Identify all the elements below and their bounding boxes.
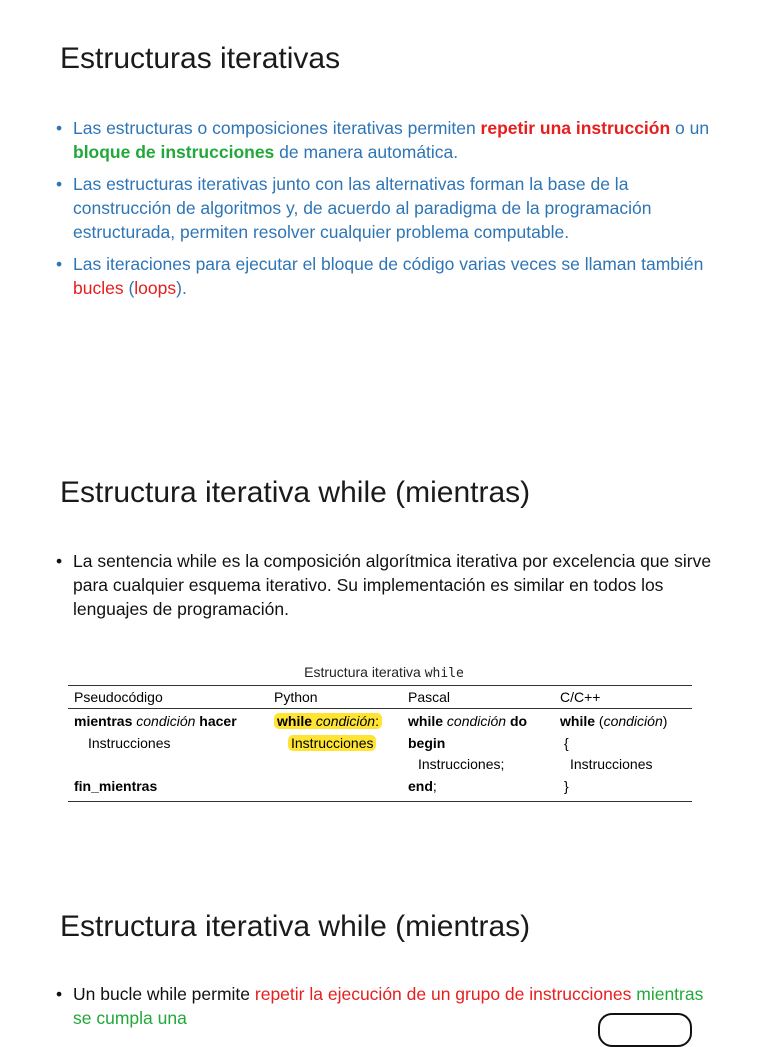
header-c: C/C++ (560, 689, 601, 705)
bullet-item (56, 252, 716, 300)
bullet-text-run: Las estructuras iterativas junto con las alternativas forman la base de la construcción de algoritmos y, de acuerdo al paradigma de la programación estructurada, permiten resolver cualquier problema computable. (73, 174, 652, 242)
bullet-text-run: ( (123, 278, 135, 298)
table-caption-text: Estructura iterativa (304, 664, 425, 680)
pascal-kw-while: while (408, 713, 444, 729)
table-caption (0, 664, 768, 681)
bullet-text-run: ). (176, 278, 187, 298)
slide1-title: Estructuras iterativas (60, 42, 341, 75)
pascal-instrucciones: Instrucciones; (418, 756, 505, 772)
bullet-dot: • (56, 551, 63, 571)
table-caption-code: while (424, 666, 464, 681)
python-instrucciones: Instrucciones (288, 735, 376, 751)
table-body-row (68, 709, 692, 801)
pascal-begin: begin (408, 734, 446, 751)
pseudo-kw-mientras: mientras (74, 713, 133, 729)
pseudo-kw-hacer: hacer (199, 713, 237, 729)
c-open-brace: { (564, 734, 569, 751)
bullet-text-run: de manera automática. (274, 142, 459, 162)
pseudo-instrucciones: Instrucciones (88, 734, 171, 751)
pascal-semicolon: ; (432, 777, 437, 794)
bullet-text-run: bucles (73, 278, 124, 298)
pseudo-cond: condición (136, 713, 196, 729)
python-colon: : (375, 713, 379, 729)
header-pascal: Pascal (408, 689, 451, 705)
bullet-text-run: Las estructuras o composiciones iterativas permiten (73, 118, 481, 138)
c-kw-while: while (560, 713, 596, 729)
cell-c (560, 711, 692, 797)
bullet-item (56, 549, 716, 621)
pascal-cond: condición (446, 713, 507, 729)
bullet-dot: • (56, 254, 63, 274)
c-close-brace: } (564, 777, 569, 794)
bullet-text-run: o un (670, 118, 710, 138)
bullet-text-run: repetir una instrucción (480, 118, 671, 138)
bullet-text-run: Las iteraciones para ejecutar el bloque de código varias veces se llaman también (73, 254, 704, 274)
python-cond: condición (315, 713, 376, 729)
bullet-item (56, 116, 716, 164)
table-header-row (68, 686, 692, 709)
python-kw-while: while (277, 713, 313, 729)
slide3-title: Estructura iterativa while (mientras) (60, 910, 531, 943)
pascal-end: end (408, 777, 433, 794)
bullet-text-run: bloque de instrucciones (73, 142, 275, 162)
python-line1-highlight (274, 713, 382, 729)
bullet-text-run: La sentencia while es la composición algorítmica iterativa por excelencia que sirve para cualquier esquema iterativo. Su implementación es similar en todos los lenguajes de programación. (73, 551, 712, 619)
bullet-text-run: mientras se cumpla una (73, 984, 704, 1028)
bullet-text-run: Un bucle while permite (73, 984, 255, 1004)
bullet-text-run: repetir la ejecución de un grupo de instrucciones (254, 984, 632, 1004)
slide1-bullet-list (56, 116, 716, 308)
header-python: Python (274, 689, 318, 705)
bullet-text-run: loops (134, 278, 177, 298)
header-pseudocode: Pseudocódigo (74, 689, 163, 705)
cell-python (274, 711, 408, 797)
bullet-item (56, 172, 716, 244)
partial-shape-oval (598, 1013, 692, 1047)
c-open-paren: ( (595, 713, 604, 729)
c-cond: condición (603, 713, 663, 729)
cell-pascal (408, 711, 560, 797)
bullet-dot: • (56, 118, 63, 138)
pascal-kw-do: do (509, 713, 528, 729)
c-instrucciones: Instrucciones (570, 756, 653, 772)
cell-pseudocode (68, 711, 274, 797)
slide2-bullet-list (56, 549, 716, 629)
pseudo-fin-mientras: fin_mientras (74, 777, 158, 794)
while-comparison-table (68, 685, 692, 802)
slide2-title: Estructura iterativa while (mientras) (60, 476, 531, 509)
bullet-dot: • (56, 984, 63, 1004)
bullet-dot: • (56, 174, 63, 194)
c-close-paren: ) (662, 713, 668, 729)
